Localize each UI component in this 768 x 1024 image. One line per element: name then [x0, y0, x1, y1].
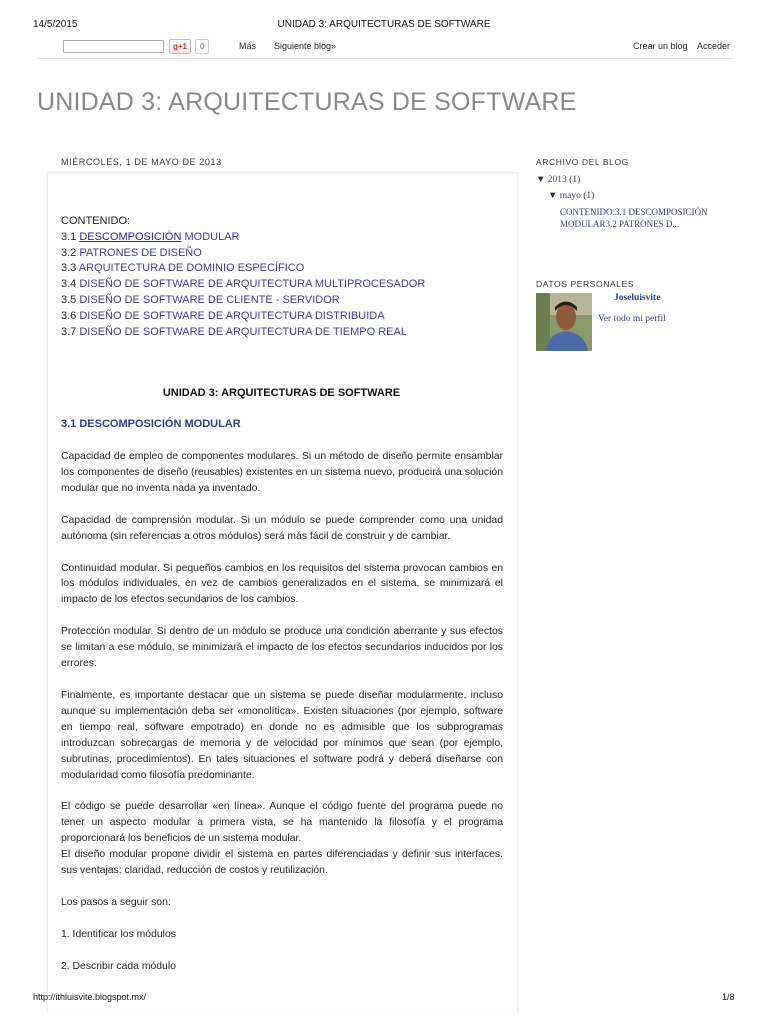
paragraph: Capacidad de empleo de componentes modulares. Si un método de diseño permite ensamblar los componentes de diseño (reusables) existentes en un sistema nuevo, producirá una solución modular que no inventa nada ya inventado. — [61, 451, 503, 494]
toc-item: 3.3 ARQUITECTURA DE DOMINIO ESPECÍFICO — [61, 262, 305, 275]
sign-in-link[interactable]: Acceder — [697, 41, 731, 51]
post-date: MIÉRCOLES, 1 DE MAYO DE 2013 — [61, 157, 222, 167]
archive-heading: ARCHIVO DEL BLOG — [536, 157, 629, 167]
toc-item: 3.2 PATRONES DE DISEÑO — [61, 246, 202, 259]
paragraph: Capacidad de comprensión modular. Si un módulo se puede comprender como una unidad autónoma (sin referencias a otros módulos) será más fácil de construir y de cambiar. — [61, 514, 503, 542]
more-link[interactable]: Más — [239, 41, 257, 51]
paragraph: 2. Describir cada módulo — [61, 960, 176, 972]
section-heading: 3.1 DESCOMPOSICIÓN MODULAR — [61, 418, 241, 430]
create-blog-link[interactable]: Crear un blog — [633, 41, 688, 51]
gplus-count: 0 — [195, 39, 209, 54]
toc-link[interactable]: DESCOMPOSICIÓN — [79, 230, 182, 243]
profile-heading: DATOS PERSONALES — [536, 279, 635, 289]
toc-link[interactable]: MODULAR — [181, 230, 240, 243]
archive-month-count: (1) — [583, 191, 595, 201]
navbar-divider — [37, 58, 733, 59]
archive-month-row — [548, 191, 594, 201]
toc-link[interactable]: DISEÑO DE SOFTWARE DE ARQUITECTURA DISTRIBUIDA — [76, 309, 385, 322]
toc-link[interactable]: ARQUITECTURA DE DOMINIO ESPECÍFICO — [76, 262, 305, 275]
toc-link[interactable]: PATRONES DE DISEÑO — [76, 246, 202, 259]
archive-month-link[interactable]: mayo — [559, 191, 581, 201]
archive-year-row — [536, 175, 580, 185]
toc-link[interactable]: DISEÑO DE SOFTWARE DE CLIENTE - SERVIDOR — [76, 293, 340, 306]
paragraph: Protección modular. Si dentro de un módulo se produce una condición aberrante y sus efectos se limitan a ese módulo, se minimizará el impacto de los efectos secundarios inducidos por los errores. — [61, 626, 503, 670]
search-input[interactable] — [63, 40, 164, 53]
post-body — [61, 449, 503, 991]
toc-item: 3.4 DISEÑO DE SOFTWARE DE ARQUITECTURA MULTIPROCESADOR — [61, 278, 426, 291]
blog-title[interactable]: UNIDAD 3: ARQUITECTURAS DE SOFTWARE — [37, 88, 577, 116]
toc-item: 3.7 DISEÑO DE SOFTWARE DE ARQUITECTURA DE TIEMPO REAL — [61, 325, 407, 338]
paragraph: Los pasos a seguir son: — [61, 896, 171, 908]
post-heading: UNIDAD 3: ARQUITECTURAS DE SOFTWARE — [162, 387, 401, 399]
paragraph: Continuidad modular. Si pequeños cambios en los requisitos del sistema provocan cambios en los módulos individuales, en vez de cambios generalizados en el sistema, se minimizará el impacto de los efectos secundarios de los cambios. — [61, 562, 503, 606]
archive-year-link[interactable]: 2013 — [547, 175, 567, 185]
print-header — [0, 0, 768, 40]
paragraph: 1. Identificar los módulos — [61, 928, 176, 940]
profile-photo[interactable] — [536, 293, 592, 351]
print-date: 14/5/2015 — [33, 19, 78, 30]
toc-item: 3.5 DISEÑO DE SOFTWARE DE CLIENTE - SERVIDOR — [61, 293, 340, 306]
toc-item: 3.6 DISEÑO DE SOFTWARE DE ARQUITECTURA DISTRIBUIDA — [61, 309, 385, 322]
gplus-button[interactable]: g+1 — [169, 39, 191, 54]
expand-triangle-icon[interactable]: ▼ — [536, 175, 546, 185]
expand-triangle-icon[interactable]: ▼ — [548, 191, 558, 201]
print-url: http://ithluisvite.blogspot.mx/ — [33, 992, 147, 1002]
paragraph: El código se puede desarrollar «en línea». Aunque el código fuente del programa puede no tener un aspecto modular a primera vista, se ha mantenido la filosofía y el programa proporcionará los beneficios de un sistema modular. — [61, 801, 503, 845]
next-blog-link[interactable]: Siguiente blog» — [274, 41, 337, 51]
view-profile-link[interactable]: Ver todo mi perfil — [598, 314, 666, 324]
paragraph: El diseño modular propone dividir el sistema en partes diferenciadas y definir sus interfaces. sus ventajas: claridad, reducción de costos y reutilización. — [61, 849, 503, 877]
print-title: UNIDAD 3: ARQUITECTURAS DE SOFTWARE — [277, 19, 491, 30]
archive-year-count: (1) — [569, 175, 581, 185]
toc-title: CONTENIDO: — [61, 215, 131, 227]
toc-item: 3.1 DESCOMPOSICIÓN MODULAR — [61, 230, 240, 243]
toc-link[interactable]: DISEÑO DE SOFTWARE DE ARQUITECTURA DE TIEMPO REAL — [76, 325, 407, 338]
blogger-navbar — [0, 38, 768, 58]
toc-link[interactable]: DISEÑO DE SOFTWARE DE ARQUITECTURA MULTIPROCESADOR — [76, 278, 426, 291]
table-of-contents — [61, 214, 425, 340]
profile-name-link[interactable]: Joseluisvite — [614, 293, 661, 303]
archive-post-link[interactable]: CONTENIDO:3.1 DESCOMPOSICIÓN MODULAR3.2 PATRONES D... — [560, 207, 708, 229]
paragraph: Finalmente, es importante destacar que un sistema se puede diseñar modularmente, incluso aunque su implementación deba ser «monolítica». Existen situaciones (por ejemplo, software en tiempo real, software empotrado) en donde no es admisible que los subprogramas introduzcan sobrecargas de memoria y de velocidad por mínimos que sean (por ejemplo, subrutinas, procedimientos). En tales situaciones el software podrá y deberá diseñarse con modularidad como filosofía predominante. — [61, 689, 503, 781]
print-page-number: 1/8 — [722, 992, 735, 1002]
